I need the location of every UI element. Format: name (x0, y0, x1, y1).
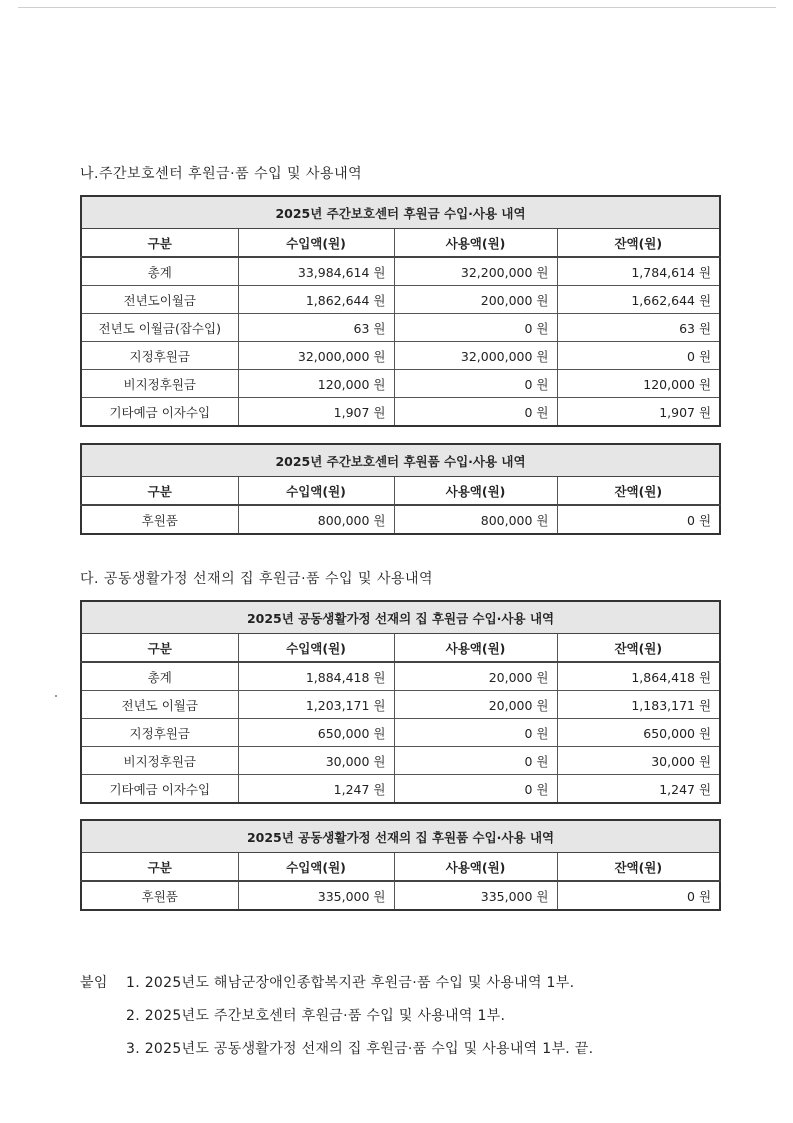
income-cell: 1,203,171 원 (238, 691, 394, 719)
balance-cell: 1,784,614 원 (557, 257, 720, 286)
table-title: 2025년 주간보호센터 후원품 수입·사용 내역 (81, 444, 720, 477)
balance-cell: 0 원 (557, 881, 720, 910)
balance-cell: 1,907 원 (557, 398, 720, 427)
table-row (81, 314, 720, 342)
income-cell: 120,000 원 (238, 370, 394, 398)
income-cell: 335,000 원 (238, 881, 394, 910)
row-label: 후원품 (81, 881, 238, 910)
expense-cell: 200,000 원 (394, 286, 557, 314)
balance-cell: 0 원 (557, 505, 720, 534)
expense-cell: 800,000 원 (394, 505, 557, 534)
balance-cell: 1,183,171 원 (557, 691, 720, 719)
balance-cell: 1,247 원 (557, 775, 720, 804)
table-row (81, 257, 720, 286)
row-label: 후원품 (81, 505, 238, 534)
income-cell: 30,000 원 (238, 747, 394, 775)
table-row (81, 505, 720, 534)
table-row (81, 691, 720, 719)
expense-cell: 20,000 원 (394, 691, 557, 719)
table-row (81, 775, 720, 804)
balance-cell: 0 원 (557, 342, 720, 370)
balance-cell: 120,000 원 (557, 370, 720, 398)
col-header-income: 수입액(원) (238, 853, 394, 882)
expense-cell: 0 원 (394, 370, 557, 398)
col-header-income: 수입액(원) (238, 229, 394, 258)
attachment-item: 1. 2025년도 해남군장애인종합복지관 후원금·품 수입 및 사용내역 1부. (126, 975, 575, 991)
row-label: 총계 (81, 257, 238, 286)
day-care-donation-money-table (80, 195, 721, 427)
col-header-income: 수입액(원) (238, 634, 394, 663)
section-heading-day-care: 나.주간보호센터 후원금·품 수입 및 사용내역 (80, 166, 363, 182)
row-label: 지정후원금 (81, 719, 238, 747)
table-row (81, 370, 720, 398)
balance-cell: 30,000 원 (557, 747, 720, 775)
table-title: 2025년 주간보호센터 후원금 수입·사용 내역 (81, 196, 720, 229)
expense-cell: 32,000,000 원 (394, 342, 557, 370)
income-cell: 800,000 원 (238, 505, 394, 534)
col-header-expense: 사용액(원) (394, 634, 557, 663)
section-heading-group-home: 다. 공동생활가정 선재의 집 후원금·품 수입 및 사용내역 (80, 571, 434, 587)
col-header-category: 구분 (81, 477, 238, 506)
col-header-balance: 잔액(원) (557, 477, 720, 506)
table-row (81, 662, 720, 691)
attachment-line-1 (80, 972, 574, 992)
col-header-expense: 사용액(원) (394, 477, 557, 506)
row-label: 전년도 이월금 (81, 691, 238, 719)
income-cell: 32,000,000 원 (238, 342, 394, 370)
day-care-donation-goods-table (80, 443, 721, 535)
col-header-category: 구분 (81, 229, 238, 258)
balance-cell: 63 원 (557, 314, 720, 342)
expense-cell: 0 원 (394, 398, 557, 427)
balance-cell: 1,662,644 원 (557, 286, 720, 314)
balance-cell: 1,864,418 원 (557, 662, 720, 691)
table-title: 2025년 공동생활가정 선재의 집 후원금 수입·사용 내역 (81, 601, 720, 634)
table-title: 2025년 공동생활가정 선재의 집 후원품 수입·사용 내역 (81, 820, 720, 853)
group-home-donation-money-table (80, 600, 721, 804)
expense-cell: 32,200,000 원 (394, 257, 557, 286)
col-header-income: 수입액(원) (238, 477, 394, 506)
row-label: 비지정후원금 (81, 747, 238, 775)
expense-cell: 0 원 (394, 719, 557, 747)
income-cell: 33,984,614 원 (238, 257, 394, 286)
row-label: 기타예금 이자수입 (81, 398, 238, 427)
row-label: 기타예금 이자수입 (81, 775, 238, 804)
income-cell: 1,907 원 (238, 398, 394, 427)
table-row (81, 342, 720, 370)
income-cell: 1,247 원 (238, 775, 394, 804)
attachment-line-3 (126, 1038, 593, 1058)
col-header-balance: 잔액(원) (557, 853, 720, 882)
income-cell: 1,862,644 원 (238, 286, 394, 314)
expense-cell: 0 원 (394, 747, 557, 775)
row-label: 지정후원금 (81, 342, 238, 370)
expense-cell: 0 원 (394, 775, 557, 804)
attachment-label: 붙임 (80, 975, 108, 991)
expense-cell: 335,000 원 (394, 881, 557, 910)
table-row (81, 881, 720, 910)
col-header-category: 구분 (81, 634, 238, 663)
col-header-balance: 잔액(원) (557, 229, 720, 258)
col-header-expense: 사용액(원) (394, 229, 557, 258)
row-label: 전년도이월금 (81, 286, 238, 314)
row-label: 전년도 이월금(잡수입) (81, 314, 238, 342)
table-row (81, 286, 720, 314)
table-row (81, 398, 720, 427)
attachment-item: 3. 2025년도 공동생활가정 선재의 집 후원금·품 수입 및 사용내역 1부. 끝. (126, 1041, 594, 1057)
row-label: 비지정후원금 (81, 370, 238, 398)
col-header-category: 구분 (81, 853, 238, 882)
page-top-rule (18, 7, 776, 8)
expense-cell: 20,000 원 (394, 662, 557, 691)
scan-speck (55, 695, 57, 697)
income-cell: 650,000 원 (238, 719, 394, 747)
table-row (81, 747, 720, 775)
expense-cell: 0 원 (394, 314, 557, 342)
row-label: 총계 (81, 662, 238, 691)
income-cell: 63 원 (238, 314, 394, 342)
attachment-line-2 (126, 1005, 505, 1025)
col-header-expense: 사용액(원) (394, 853, 557, 882)
attachment-item: 2. 2025년도 주간보호센터 후원금·품 수입 및 사용내역 1부. (126, 1008, 506, 1024)
group-home-donation-goods-table (80, 819, 721, 911)
income-cell: 1,884,418 원 (238, 662, 394, 691)
table-row (81, 719, 720, 747)
balance-cell: 650,000 원 (557, 719, 720, 747)
col-header-balance: 잔액(원) (557, 634, 720, 663)
